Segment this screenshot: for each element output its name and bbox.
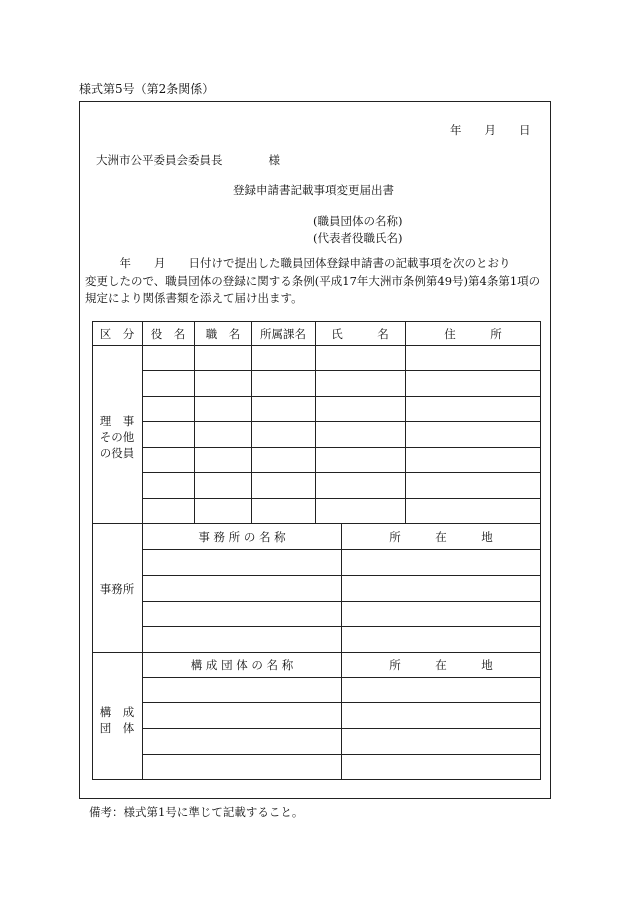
grid-line: [142, 447, 541, 448]
grid-line: [142, 498, 541, 499]
grid-line: [194, 321, 195, 524]
grid-line: [92, 652, 541, 653]
grid-line: [341, 523, 342, 780]
grid-line: [92, 523, 541, 524]
grid-line: [92, 321, 93, 780]
grid-line: [92, 321, 541, 322]
office-location-header: 所 在 地: [389, 530, 493, 544]
officers-label-line: 理 事: [99, 414, 135, 428]
grid-line: [540, 321, 541, 780]
grid-line: [142, 421, 541, 422]
grid-line: [142, 370, 541, 371]
member-location-header: 所 在 地: [389, 658, 493, 672]
body-line: 年 月 日付けで提出した職員団体登録申請書の記載事項を次のとおり: [85, 256, 511, 270]
header-name: 氏 名: [331, 327, 389, 341]
header-position: 職 名: [205, 327, 241, 341]
date-line: 年 月 日: [450, 123, 531, 137]
grid-line: [142, 321, 143, 780]
grid-line: [142, 472, 541, 473]
grid-line: [315, 321, 316, 524]
form-number-label: 様式第5号（第2条関係）: [79, 82, 215, 96]
header-role: 役 名: [150, 327, 186, 341]
remark-note: 備考：様式第1号に準じて記載すること。: [89, 805, 304, 819]
office-label: 事務所: [99, 582, 135, 596]
header-department: 所属課名: [260, 327, 306, 341]
document-title: 登録申請書記載事項変更届出書: [233, 183, 394, 197]
member-label-line: 構 成: [99, 705, 135, 719]
member-name-header: 構 成 団 体 の 名 称: [190, 658, 294, 672]
office-name-header: 事 務 所 の 名 称: [198, 530, 286, 544]
grid-line: [405, 321, 406, 524]
grid-line: [251, 321, 252, 524]
grid-line: [92, 779, 541, 780]
body-text: [85, 255, 547, 308]
addressee: 大洲市公平委員会委員長 様: [96, 153, 280, 167]
grid-line: [92, 345, 541, 346]
officers-label-line: の役員: [99, 446, 135, 460]
grid-line: [142, 396, 541, 397]
header-address: 住 所: [444, 327, 502, 341]
officers-label-line: その他: [99, 430, 135, 444]
body-line: 規定により関係書類を添えて届け出ます。: [85, 291, 303, 305]
body-line: 変更したので、職員団体の登録に関する条例(平成17年大洲市条例第49号)第4条第1項の: [85, 273, 541, 288]
member-label-line: 団 体: [99, 721, 135, 735]
representative-name-label: (代表者役職氏名): [313, 231, 403, 245]
organization-name-label: (職員団体の名称): [313, 214, 403, 228]
header-category: 区 分: [99, 327, 135, 341]
